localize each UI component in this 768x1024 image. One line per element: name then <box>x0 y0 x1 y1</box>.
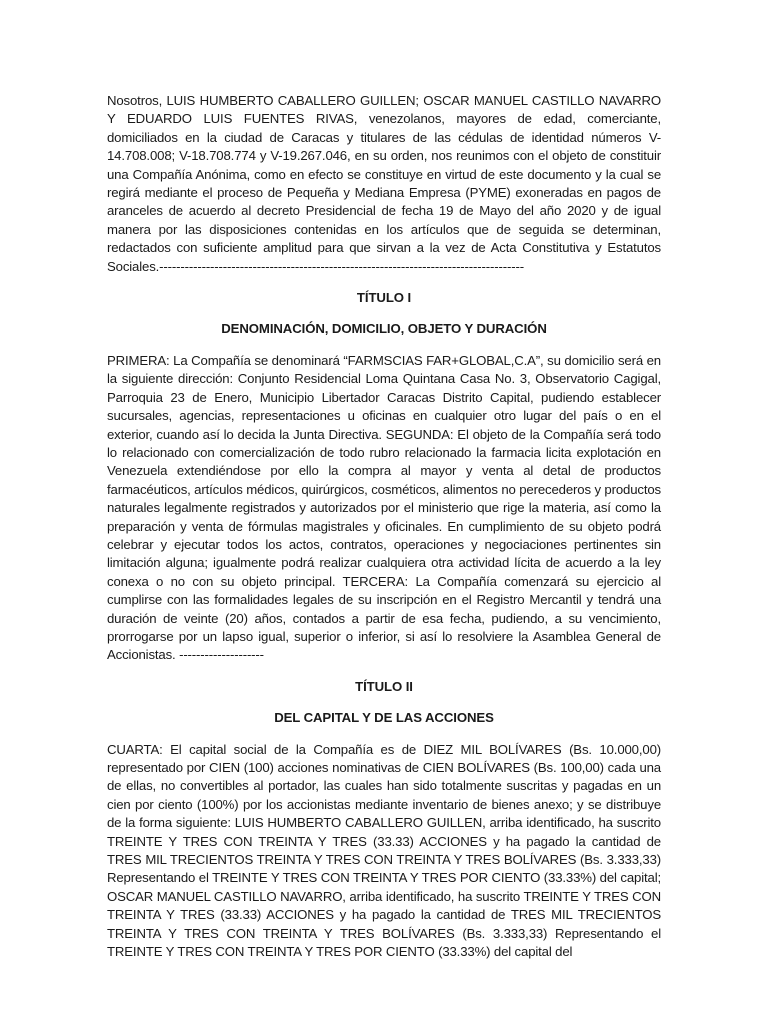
title-1-heading: TÍTULO I <box>356 290 412 306</box>
article-4-paragraph: CUARTA: El capital social de la Compañía es de DIEZ MIL BOLÍVARES (Bs. 10.000,00) representado por CIEN (100) acciones nominativas de CIEN BOLÍVARES (Bs. 100,00) cada una de ellas, no convertibles al portador, las cuales han sido totalmente suscritas y pagadas en un cien por ciento (100%) por los accionistas mediante inventario de bienes anexo; y se distribuye de la forma siguiente: LUIS HUMBERTO CABALLERO GUILLEN, arriba identificado, ha suscrito TREINTE Y TRES CON TREINTA Y TRES (33.33) ACCIONES y ha pagado la cantidad de TRES MIL TRECIENTOS TREINTA Y TRES CON TREINTA Y TRES BOLÍVARES (Bs. 3.333,33) Representando el TREINTE Y TRES CON TREINTA Y TRES POR CIENTO (33.33%) del capital; OSCAR MANUEL CASTILLO NAVARRO, arriba identificado, ha suscrito TREINTE Y TRES CON TREINTA Y TRES (33.33) ACCIONES y ha pagado la cantidad de TRES MIL TRECIENTOS TREINTA Y TRES CON TREINTA Y TRES BOLÍVARES (Bs. 3.333,33) Representando el TREINTE Y TRES CON TREINTA Y TRES POR CIENTO (33.33%) del capital del <box>107 741 661 960</box>
article-1-3-paragraph: PRIMERA: La Compañía se denominará “FARMSCIAS FAR+GLOBAL,C.A”, su domicilio será en la siguiente dirección: Conjunto Residencial Loma Quintana Casa No. 3, Observatorio Cagigal, Parroquia 23 de Enero, Municipio Libertador Caracas Distrito Capital, pudiendo establecer sucursales, agencias, representaciones u oficinas en cualquier otro lugar del país o en el exterior, cuando así lo decida la Junta Directiva. SEGUNDA: El objeto de la Compañía será todo lo relacionado con comercialización de todo rubro relacionado la farmacia licita explotación en Venezuela extendiéndose por ello la compra al mayor y venta al detal de productos farmacéuticos, artículos médicos, quirúrgicos, cosméticos, alimentos no perecederos y productos naturales legalmente registrados y autorizados por el ministerio que rige la materia, así como la preparación y venta de fórmulas magistrales y oficinales. En cumplimiento de su objeto podrá celebrar y ejecutar todos los actos, contratos, operaciones y negociaciones pertinentes sin limitación alguna; igualmente podrá realizar cualquiera otra actividad lícita de acuerdo a la ley conexa o no con su objeto principal. TERCERA: La Compañía comenzará su ejercicio al cumplirse con las formalidades legales de su inscripción en el Registro Mercantil y tendrá una duración de veinte (20) años, contados a partir de esa fecha, pudiendo, a su vencimiento, prorrogarse por un lapso igual, superior o inferior, si así lo resolviere la Asamblea General de Accionistas. -------------------- <box>107 352 661 663</box>
title-2-heading: TÍTULO II <box>355 678 413 694</box>
intro-paragraph: Nosotros, LUIS HUMBERTO CABALLERO GUILLEN; OSCAR MANUEL CASTILLO NAVARRO Y EDUARDO LUIS FUENTES RIVAS, venezolanos, mayores de edad, comerciante, domiciliados en la ciudad de Caracas y titulares de las cédulas de identidad números V- 14.708.008; V-18.708.774 y V-19.267.046, en su orden, nos reunimos con el objeto de constituir una Compañía Anónima, como en efecto se constituye en virtud de este documento y la cual se regirá mediante el proceso de Pequeña y Mediana Empresa (PYME) exoneradas en pagos de aranceles de acuerdo al decreto Presidencial de fecha 19 de Mayo del año 2020 y de igual manera por las disposiciones contenidas en los artículos que de seguida se determinan, redactados con suficiente amplitud para que sirvan a la vez de Acta Constitutiva y Estatutos Sociales.-------------------------------------------------------------------------------------- <box>107 93 661 274</box>
document-body <box>107 92 661 961</box>
title-2-subheading: DEL CAPITAL Y DE LAS ACCIONES <box>274 710 494 726</box>
title-1-subheading: DENOMINACIÓN, DOMICILIO, OBJETO Y DURACIÓN <box>221 321 547 337</box>
